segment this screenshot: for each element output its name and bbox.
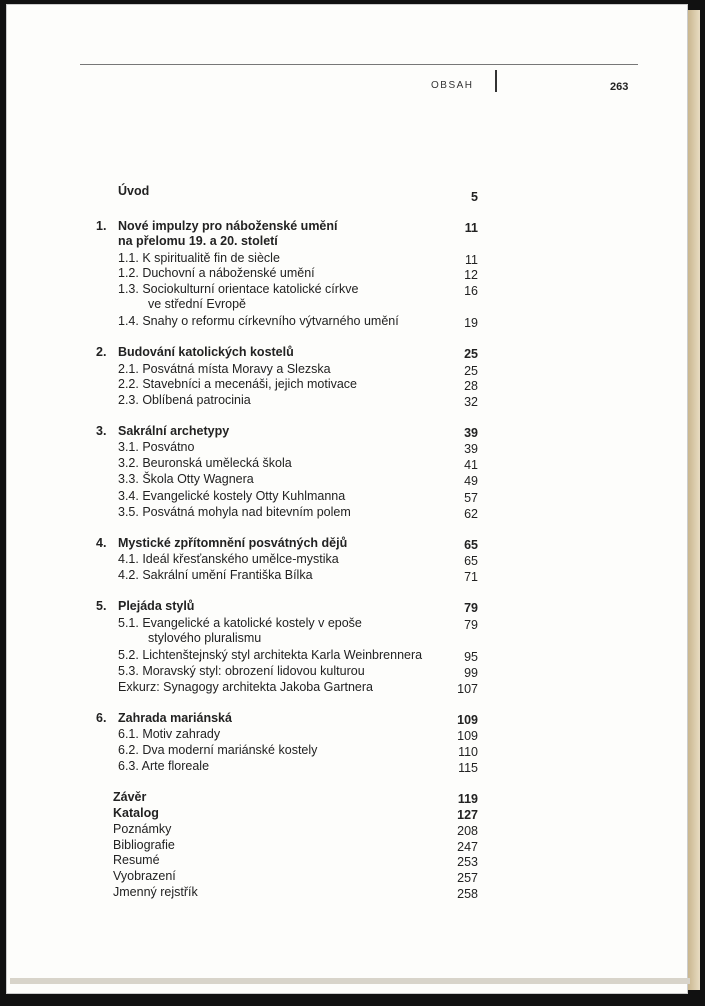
toc-end-item: Jmenný rejstřík [113, 885, 198, 899]
toc-item-page: 32 [464, 395, 478, 409]
toc-item: 4.1. Ideál křesťanského umělce-mystika [118, 552, 339, 566]
book-page [6, 4, 688, 994]
header-divider [495, 70, 497, 92]
chapter-title: Budování katolických kostelů [118, 345, 294, 359]
toc-item-page: 19 [464, 316, 478, 330]
toc-end-item: Katalog [113, 806, 159, 820]
toc-item-page: 62 [464, 507, 478, 521]
chapter-number: 1. [96, 219, 107, 233]
toc-item-page: 16 [464, 284, 478, 298]
chapter-number: 2. [96, 345, 107, 359]
chapter-number: 5. [96, 599, 107, 613]
chapter-page: 39 [464, 426, 478, 440]
toc-item: 6.3. Arte floreale [118, 759, 210, 773]
toc-item: 3.2. Beuronská umělecká škola [118, 456, 292, 470]
toc-item-page: 49 [464, 474, 478, 488]
toc-end-item: Poznámky [113, 822, 172, 836]
chapter-title: Plejáda stylů [118, 599, 195, 613]
toc-item: 1.4. Snahy o reformu církevního výtvarného umění [118, 314, 399, 328]
toc-item-page: 99 [464, 666, 478, 680]
chapter-title: Nové impulzy pro náboženské umění [118, 219, 338, 233]
chapter-title: Mystické zpřítomnění posvátných dějů [118, 536, 348, 550]
chapter-number: 4. [96, 536, 107, 550]
toc-end-page: 247 [457, 840, 478, 854]
chapter-title-cont: na přelomu 19. a 20. století [118, 234, 278, 248]
toc-end-item: Bibliografie [113, 838, 175, 852]
toc-end-item: Závěr [113, 790, 147, 804]
toc-end-item: Resumé [113, 853, 160, 867]
toc-item-cont: ve střední Evropě [148, 297, 246, 311]
running-header: OBSAH [431, 80, 474, 91]
toc-end-page: 258 [457, 887, 478, 901]
toc-item: 2.2. Stavebníci a mecenáši, jejich motivace [118, 377, 358, 391]
chapter-page: 65 [464, 538, 478, 552]
toc-intro-page: 5 [471, 190, 478, 204]
toc-item-page: 57 [464, 491, 478, 505]
toc-item: Exkurz: Synagogy architekta Jakoba Gartnera [118, 680, 373, 694]
toc-item-page: 39 [464, 442, 478, 456]
toc-item-page: 95 [464, 650, 478, 664]
header-rule [80, 64, 638, 65]
toc-item: 5.1. Evangelické a katolické kostely v epoše [118, 616, 362, 630]
toc-item-page: 65 [464, 554, 478, 568]
toc-item: 6.2. Dva moderní mariánské kostely [118, 743, 318, 757]
toc-end-item: Vyobrazení [113, 869, 176, 883]
chapter-page: 11 [464, 221, 478, 235]
chapter-title: Zahrada mariánská [118, 711, 232, 725]
toc-item: 3.3. Škola Otty Wagnera [118, 472, 254, 486]
toc-item-page: 110 [458, 745, 478, 759]
chapter-title: Sakrální archetypy [118, 424, 230, 438]
toc-item: 6.1. Motiv zahrady [118, 727, 221, 741]
toc-end-page: 208 [457, 824, 478, 838]
toc-item: 3.4. Evangelické kostely Otty Kuhlmanna [118, 489, 346, 503]
toc-item: 4.2. Sakrální umění Františka Bílka [118, 568, 313, 582]
toc-end-page: 127 [457, 808, 478, 822]
toc-item-page: 115 [458, 761, 478, 775]
toc-item-page: 25 [464, 364, 478, 378]
toc-item-page: 12 [464, 268, 478, 282]
toc-end-page: 253 [457, 855, 478, 869]
toc-end-page: 119 [457, 792, 478, 806]
toc-item: 2.1. Posvátná místa Moravy a Slezska [118, 362, 331, 376]
toc-item: 5.3. Moravský styl: obrození lidovou kulturou [118, 664, 365, 678]
toc-item: 1.3. Sociokulturní orientace katolické církve [118, 282, 359, 296]
toc-item: 5.2. Lichtenštejnský styl architekta Karla Weinbrennera [118, 648, 423, 662]
toc-item: 1.2. Duchovní a náboženské umění [118, 266, 315, 280]
page-edge [688, 10, 700, 990]
chapter-page: 109 [457, 713, 478, 727]
toc-end-page: 257 [457, 871, 478, 885]
toc-item: 2.3. Oblíbená patrocinia [118, 393, 251, 407]
toc-item-page: 11 [465, 253, 478, 267]
toc-item: 3.1. Posvátno [118, 440, 195, 454]
toc-item-cont: stylového pluralismu [148, 631, 262, 645]
page-bottom-edge [10, 978, 690, 984]
toc-item-page: 107 [457, 682, 478, 696]
toc-item-page: 109 [457, 729, 478, 743]
chapter-number: 6. [96, 711, 107, 725]
toc-item: 3.5. Posvátná mohyla nad bitevním polem [118, 505, 351, 519]
page-number: 263 [610, 81, 629, 93]
toc-item-page: 79 [464, 618, 478, 632]
toc-item-page: 41 [464, 458, 478, 472]
toc-item-page: 71 [464, 570, 478, 584]
toc-item: 1.1. K spiritualitě fin de siècle [118, 251, 280, 265]
toc-intro: Úvod [118, 184, 150, 198]
toc-item-page: 28 [464, 379, 478, 393]
chapter-page: 79 [464, 601, 478, 615]
chapter-page: 25 [464, 347, 478, 361]
chapter-number: 3. [96, 424, 107, 438]
